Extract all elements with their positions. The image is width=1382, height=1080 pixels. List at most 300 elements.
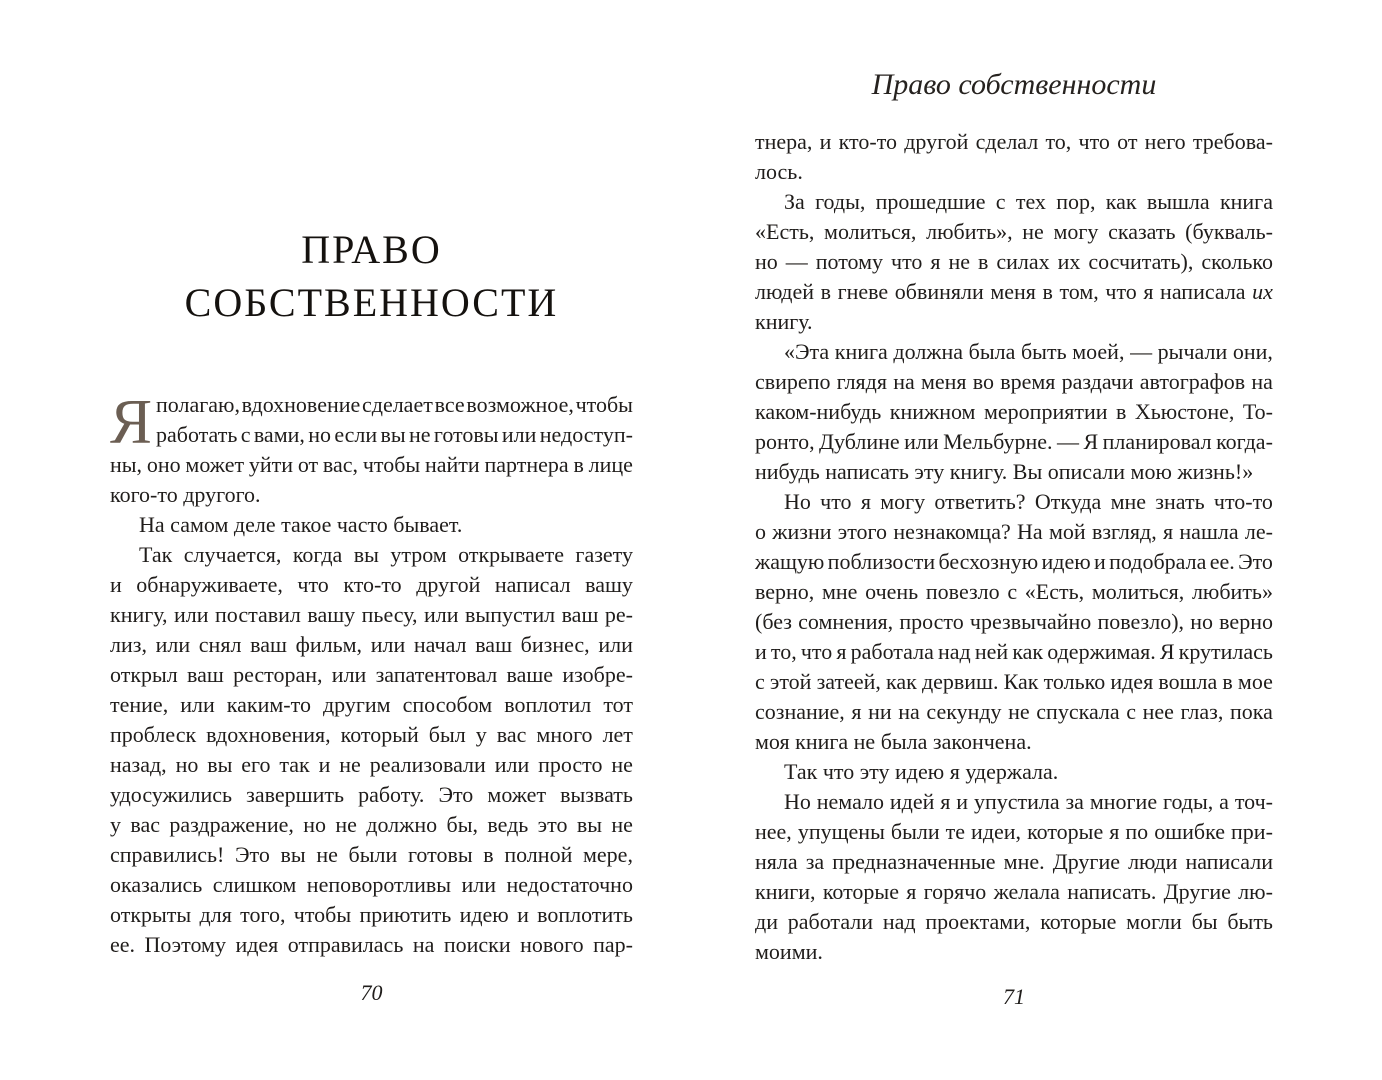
word: с bbox=[1007, 579, 1018, 604]
word: раздражение, bbox=[169, 812, 294, 837]
word: могу bbox=[880, 489, 926, 514]
word: или bbox=[424, 602, 459, 627]
word: мой bbox=[1048, 519, 1086, 544]
word: быть bbox=[1020, 339, 1067, 364]
word: работать bbox=[156, 422, 238, 447]
word: нибудь bbox=[755, 459, 820, 484]
text-line bbox=[755, 127, 1273, 157]
word: нового bbox=[520, 932, 584, 957]
word: не bbox=[409, 422, 431, 447]
word: пар- bbox=[593, 932, 633, 957]
word: написал bbox=[494, 572, 571, 597]
word: упущены bbox=[797, 819, 885, 844]
word: отправилась bbox=[287, 932, 404, 957]
word: или bbox=[494, 752, 530, 777]
word: книжном bbox=[889, 399, 976, 424]
word: вами, bbox=[253, 422, 305, 447]
word: реализовали bbox=[369, 752, 486, 777]
word: бы bbox=[1191, 909, 1218, 934]
word: поблизости bbox=[827, 549, 936, 574]
word: вашу bbox=[585, 572, 633, 597]
word: люди bbox=[1128, 849, 1178, 874]
text-line bbox=[156, 390, 633, 420]
word: верно bbox=[1219, 609, 1273, 634]
text-line bbox=[110, 840, 633, 870]
word: Другие bbox=[1052, 849, 1120, 874]
word: написали bbox=[1185, 849, 1273, 874]
word: когда bbox=[292, 542, 343, 567]
text-line bbox=[110, 930, 633, 960]
word: воплотил bbox=[504, 692, 592, 717]
text-line bbox=[110, 570, 633, 600]
word: может bbox=[185, 452, 245, 477]
word: кого-то bbox=[110, 482, 178, 507]
word: те bbox=[945, 819, 966, 844]
word: или bbox=[174, 602, 209, 627]
word: то, bbox=[1045, 129, 1072, 154]
word: или bbox=[598, 632, 633, 657]
word: него bbox=[1144, 129, 1186, 154]
word: идея bbox=[1110, 669, 1154, 694]
word: открыл bbox=[110, 662, 178, 687]
word: в bbox=[483, 842, 494, 867]
word: оказались bbox=[110, 872, 203, 897]
word: любить», bbox=[926, 219, 1013, 244]
word: с bbox=[240, 422, 251, 447]
word: ле- bbox=[1244, 519, 1273, 544]
word: планировал bbox=[1102, 429, 1212, 454]
word: на bbox=[898, 699, 920, 724]
word: воплотить bbox=[537, 902, 633, 927]
text-line bbox=[755, 757, 1273, 787]
word: жизни bbox=[772, 519, 832, 544]
word: потому bbox=[815, 249, 884, 274]
word: затеей, bbox=[816, 669, 881, 694]
word: и bbox=[110, 572, 122, 597]
word: в bbox=[977, 249, 989, 274]
word: или bbox=[501, 422, 537, 447]
word: мое bbox=[1237, 669, 1273, 694]
word: могли bbox=[1126, 909, 1182, 934]
word: с bbox=[1126, 699, 1137, 724]
word: чтобы bbox=[293, 902, 352, 927]
text-line bbox=[755, 247, 1273, 277]
word: прошедшие bbox=[875, 189, 986, 214]
word: газету bbox=[575, 542, 633, 567]
word: в bbox=[1042, 279, 1053, 304]
word: на bbox=[1251, 369, 1273, 394]
word: над bbox=[882, 909, 916, 934]
word: и bbox=[517, 902, 529, 927]
word: деле bbox=[233, 512, 276, 537]
word: крутилась bbox=[1178, 639, 1273, 664]
text-line bbox=[755, 637, 1273, 667]
right-page-text bbox=[755, 127, 1273, 967]
word: том, bbox=[1059, 279, 1099, 304]
word: написать bbox=[825, 459, 909, 484]
word: бывает. bbox=[393, 512, 463, 537]
word: ни bbox=[868, 699, 892, 724]
word: бесхозную bbox=[938, 549, 1039, 574]
word: — bbox=[1057, 429, 1079, 454]
text-line bbox=[110, 690, 633, 720]
word: подобрала bbox=[1109, 549, 1207, 574]
word: чтобы bbox=[575, 392, 633, 417]
word: фильм, bbox=[295, 632, 363, 657]
word: часто bbox=[336, 512, 388, 537]
word: я bbox=[940, 789, 951, 814]
word: при- bbox=[1231, 819, 1273, 844]
text-line bbox=[110, 660, 633, 690]
word: что bbox=[1078, 129, 1110, 154]
word: ди bbox=[755, 909, 778, 934]
word: неповоротливы bbox=[306, 872, 452, 897]
word: глядя bbox=[836, 369, 887, 394]
word: на bbox=[412, 932, 435, 957]
paragraph bbox=[110, 540, 633, 960]
word: этого bbox=[837, 519, 888, 544]
word: оно bbox=[146, 452, 181, 477]
word: лице bbox=[588, 452, 633, 477]
word: Мельбурне. bbox=[943, 429, 1053, 454]
chapter-title bbox=[110, 223, 633, 329]
word: — bbox=[1130, 339, 1153, 364]
word: идею bbox=[459, 902, 509, 927]
word: нашла bbox=[1179, 519, 1239, 544]
word: книга bbox=[834, 339, 888, 364]
word: что bbox=[800, 639, 833, 664]
word: обвиняли bbox=[894, 279, 984, 304]
text-line bbox=[755, 307, 1273, 337]
word: которые bbox=[822, 879, 899, 904]
word: жизнь!» bbox=[1177, 459, 1254, 484]
word: и bbox=[1094, 549, 1106, 574]
word: что bbox=[297, 572, 329, 597]
word: завершить bbox=[246, 782, 344, 807]
text-line bbox=[755, 187, 1273, 217]
word: написала bbox=[1160, 279, 1246, 304]
word: мне. bbox=[1003, 849, 1045, 874]
paragraph bbox=[755, 337, 1273, 487]
text-line bbox=[110, 780, 633, 810]
word: вошла bbox=[1158, 669, 1218, 694]
word: что bbox=[1105, 279, 1137, 304]
word: обнаруживаете, bbox=[136, 572, 283, 597]
chapter-title-line-2: СОБСТВЕННОСТИ bbox=[184, 280, 559, 325]
word: вас, bbox=[322, 452, 359, 477]
word: полагаю, bbox=[156, 392, 240, 417]
word: не bbox=[948, 249, 970, 274]
word: самом bbox=[170, 512, 229, 537]
word: точ- bbox=[1234, 789, 1273, 814]
word: слишком bbox=[212, 872, 297, 897]
word: найти bbox=[425, 452, 480, 477]
text-line bbox=[110, 510, 633, 540]
word: приютить bbox=[359, 902, 452, 927]
word: я bbox=[836, 639, 847, 664]
word: написать. bbox=[1067, 879, 1157, 904]
word: бы, bbox=[446, 812, 478, 837]
word: так bbox=[279, 752, 310, 777]
word: Это bbox=[438, 782, 474, 807]
word: повезло), bbox=[1097, 609, 1185, 634]
word: и bbox=[819, 129, 832, 154]
word: я bbox=[1143, 279, 1154, 304]
word: жащую bbox=[755, 549, 825, 574]
word: меня bbox=[990, 279, 1036, 304]
word: но bbox=[175, 752, 199, 777]
word: не bbox=[339, 752, 361, 777]
word: что bbox=[891, 249, 923, 274]
word: их bbox=[1057, 249, 1081, 274]
word: снял bbox=[198, 632, 242, 657]
word: немало bbox=[816, 789, 885, 814]
word: Это bbox=[235, 842, 270, 867]
word: На bbox=[139, 512, 165, 537]
word: Дублине bbox=[819, 429, 900, 454]
word: глаз, bbox=[1180, 699, 1224, 724]
word: ваш bbox=[250, 632, 287, 657]
word: уйти bbox=[248, 452, 294, 477]
paragraph bbox=[755, 187, 1273, 337]
word: над bbox=[938, 639, 971, 664]
word: каком-нибудь bbox=[755, 399, 882, 424]
word: работу. bbox=[358, 782, 425, 807]
word: очень bbox=[865, 579, 919, 604]
word: спускала bbox=[1036, 699, 1120, 724]
text-line bbox=[110, 720, 633, 750]
word: они, bbox=[1232, 339, 1273, 364]
word: я bbox=[949, 759, 960, 784]
word: За bbox=[784, 189, 805, 214]
word: случается, bbox=[183, 542, 282, 567]
word: сосчитать), bbox=[1088, 249, 1194, 274]
chapter-title-line-1: ПРАВО bbox=[301, 227, 442, 272]
word: по bbox=[1125, 819, 1149, 844]
word: только bbox=[1043, 669, 1106, 694]
word: гневе bbox=[837, 279, 889, 304]
text-line bbox=[110, 810, 633, 840]
word: описали bbox=[1047, 459, 1126, 484]
word: Так bbox=[139, 542, 173, 567]
word: вы bbox=[280, 842, 306, 867]
word: которые bbox=[1040, 909, 1117, 934]
word: проблеск bbox=[110, 722, 197, 747]
paragraph bbox=[110, 510, 633, 540]
word: другой bbox=[416, 572, 481, 597]
word: за bbox=[1065, 789, 1084, 814]
word: «Есть, bbox=[755, 219, 815, 244]
word: просто bbox=[899, 609, 964, 634]
word: другого. bbox=[183, 482, 261, 507]
word: вы bbox=[576, 812, 602, 837]
word: мою bbox=[1130, 459, 1172, 484]
word: но bbox=[308, 422, 331, 447]
text-line bbox=[755, 877, 1273, 907]
text-line bbox=[755, 847, 1273, 877]
word: проектами, bbox=[925, 909, 1031, 934]
word: были bbox=[348, 842, 398, 867]
word: кто-то bbox=[838, 129, 898, 154]
word: вас bbox=[496, 722, 527, 747]
word: ней bbox=[974, 639, 1009, 664]
word: такое bbox=[281, 512, 332, 537]
word: ваше bbox=[506, 662, 554, 687]
text-line bbox=[110, 540, 633, 570]
word: ошибке bbox=[1154, 819, 1225, 844]
word: работала bbox=[850, 639, 934, 664]
word: просто bbox=[538, 752, 603, 777]
word: ваш bbox=[187, 662, 224, 687]
word: должно bbox=[366, 812, 438, 837]
word: молиться, bbox=[824, 219, 917, 244]
word: идею bbox=[895, 759, 945, 784]
word: поставил bbox=[215, 602, 301, 627]
word: но bbox=[303, 812, 327, 837]
text-line bbox=[755, 517, 1273, 547]
word: книга bbox=[1219, 189, 1273, 214]
word: сделал bbox=[975, 129, 1039, 154]
word: или bbox=[180, 692, 215, 717]
word: полной bbox=[504, 842, 573, 867]
word: Хьюстоне, bbox=[1134, 399, 1235, 424]
text-line bbox=[755, 577, 1273, 607]
word: его bbox=[241, 752, 271, 777]
word: тех bbox=[1015, 189, 1046, 214]
text-line bbox=[755, 217, 1273, 247]
word: (без bbox=[755, 609, 792, 634]
word: «Эта bbox=[784, 339, 830, 364]
word: ронто, bbox=[755, 429, 815, 454]
word: лиз, bbox=[110, 632, 147, 657]
word: книгу, bbox=[110, 602, 168, 627]
left-page-body bbox=[110, 387, 633, 960]
word: ре- bbox=[604, 602, 633, 627]
word: я bbox=[906, 879, 917, 904]
word: у bbox=[475, 722, 487, 747]
paragraph bbox=[110, 387, 633, 510]
word: вышла bbox=[1146, 189, 1210, 214]
word: Я bbox=[1159, 639, 1175, 664]
word: не bbox=[316, 842, 338, 867]
word: должна bbox=[893, 339, 964, 364]
word: взгляд, bbox=[1091, 519, 1157, 544]
word: как bbox=[1105, 189, 1137, 214]
word: желала bbox=[993, 879, 1060, 904]
word: вдохновение bbox=[241, 392, 361, 417]
word: Так bbox=[784, 759, 818, 784]
text-line bbox=[110, 450, 633, 480]
word: на bbox=[893, 369, 915, 394]
word: изобре- bbox=[562, 662, 633, 687]
word: с bbox=[995, 189, 1006, 214]
word: свирепо bbox=[755, 369, 831, 394]
word: могу bbox=[1053, 219, 1099, 244]
word: годы, bbox=[1162, 789, 1214, 814]
text-line bbox=[755, 397, 1273, 427]
word: ответить? bbox=[934, 489, 1026, 514]
word: того, bbox=[240, 902, 286, 927]
word: эту bbox=[859, 759, 890, 784]
word: не bbox=[1008, 699, 1030, 724]
word: дервиш. bbox=[921, 669, 999, 694]
word: у bbox=[110, 812, 121, 837]
word: нее bbox=[1142, 699, 1174, 724]
word: ведь bbox=[487, 812, 529, 837]
word: или bbox=[904, 429, 939, 454]
word: ваш bbox=[475, 632, 513, 657]
word: начал bbox=[413, 632, 467, 657]
word: мере, bbox=[583, 842, 633, 867]
word: вы bbox=[353, 542, 379, 567]
word: автографов bbox=[1139, 369, 1246, 394]
word: недостаточно bbox=[506, 872, 633, 897]
word: я bbox=[1163, 519, 1174, 544]
word: открываете bbox=[458, 542, 564, 567]
word: была bbox=[880, 729, 928, 754]
word: идею bbox=[1041, 549, 1091, 574]
word: способом bbox=[402, 692, 493, 717]
word: что bbox=[822, 759, 855, 784]
word: нее, bbox=[755, 819, 792, 844]
text-line bbox=[755, 697, 1273, 727]
word: лю- bbox=[1238, 879, 1273, 904]
word: На bbox=[1017, 519, 1043, 544]
word: няла bbox=[755, 849, 798, 874]
word: тение, bbox=[110, 692, 169, 717]
word: это bbox=[537, 812, 568, 837]
word: не bbox=[611, 752, 633, 777]
word: но bbox=[755, 249, 778, 274]
word: недоступ- bbox=[539, 422, 633, 447]
word: много bbox=[536, 722, 593, 747]
word: в bbox=[573, 452, 584, 477]
word: время bbox=[1000, 369, 1056, 394]
word: Но bbox=[784, 489, 811, 514]
right-page-body bbox=[755, 127, 1273, 967]
text-line bbox=[755, 487, 1273, 517]
word: вдохновения, bbox=[206, 722, 331, 747]
word: или bbox=[370, 632, 406, 657]
word: Откуда bbox=[1034, 489, 1102, 514]
text-line bbox=[755, 277, 1273, 307]
word: этой bbox=[769, 669, 812, 694]
word: ресторан, bbox=[233, 662, 323, 687]
word: лет bbox=[602, 722, 633, 747]
word: может bbox=[487, 782, 547, 807]
word: молиться, bbox=[1091, 579, 1185, 604]
word: вы bbox=[380, 422, 406, 447]
word: мне bbox=[1110, 489, 1147, 514]
word: справились! bbox=[110, 842, 225, 867]
text-line bbox=[755, 427, 1273, 457]
word: Но bbox=[784, 789, 811, 814]
paragraph bbox=[755, 757, 1273, 787]
text-line bbox=[755, 157, 1273, 187]
word: книгу. bbox=[949, 459, 1008, 484]
word: идея bbox=[235, 932, 279, 957]
word: идеи, bbox=[971, 819, 1022, 844]
word: возможное, bbox=[466, 392, 574, 417]
word: Вы bbox=[1012, 459, 1043, 484]
word: тот bbox=[603, 692, 633, 717]
text-line bbox=[755, 667, 1273, 697]
word: закончена. bbox=[932, 729, 1032, 754]
word: вы bbox=[207, 752, 233, 777]
word: книги, bbox=[755, 879, 816, 904]
word: сколько bbox=[1201, 249, 1273, 274]
word: или bbox=[331, 662, 367, 687]
